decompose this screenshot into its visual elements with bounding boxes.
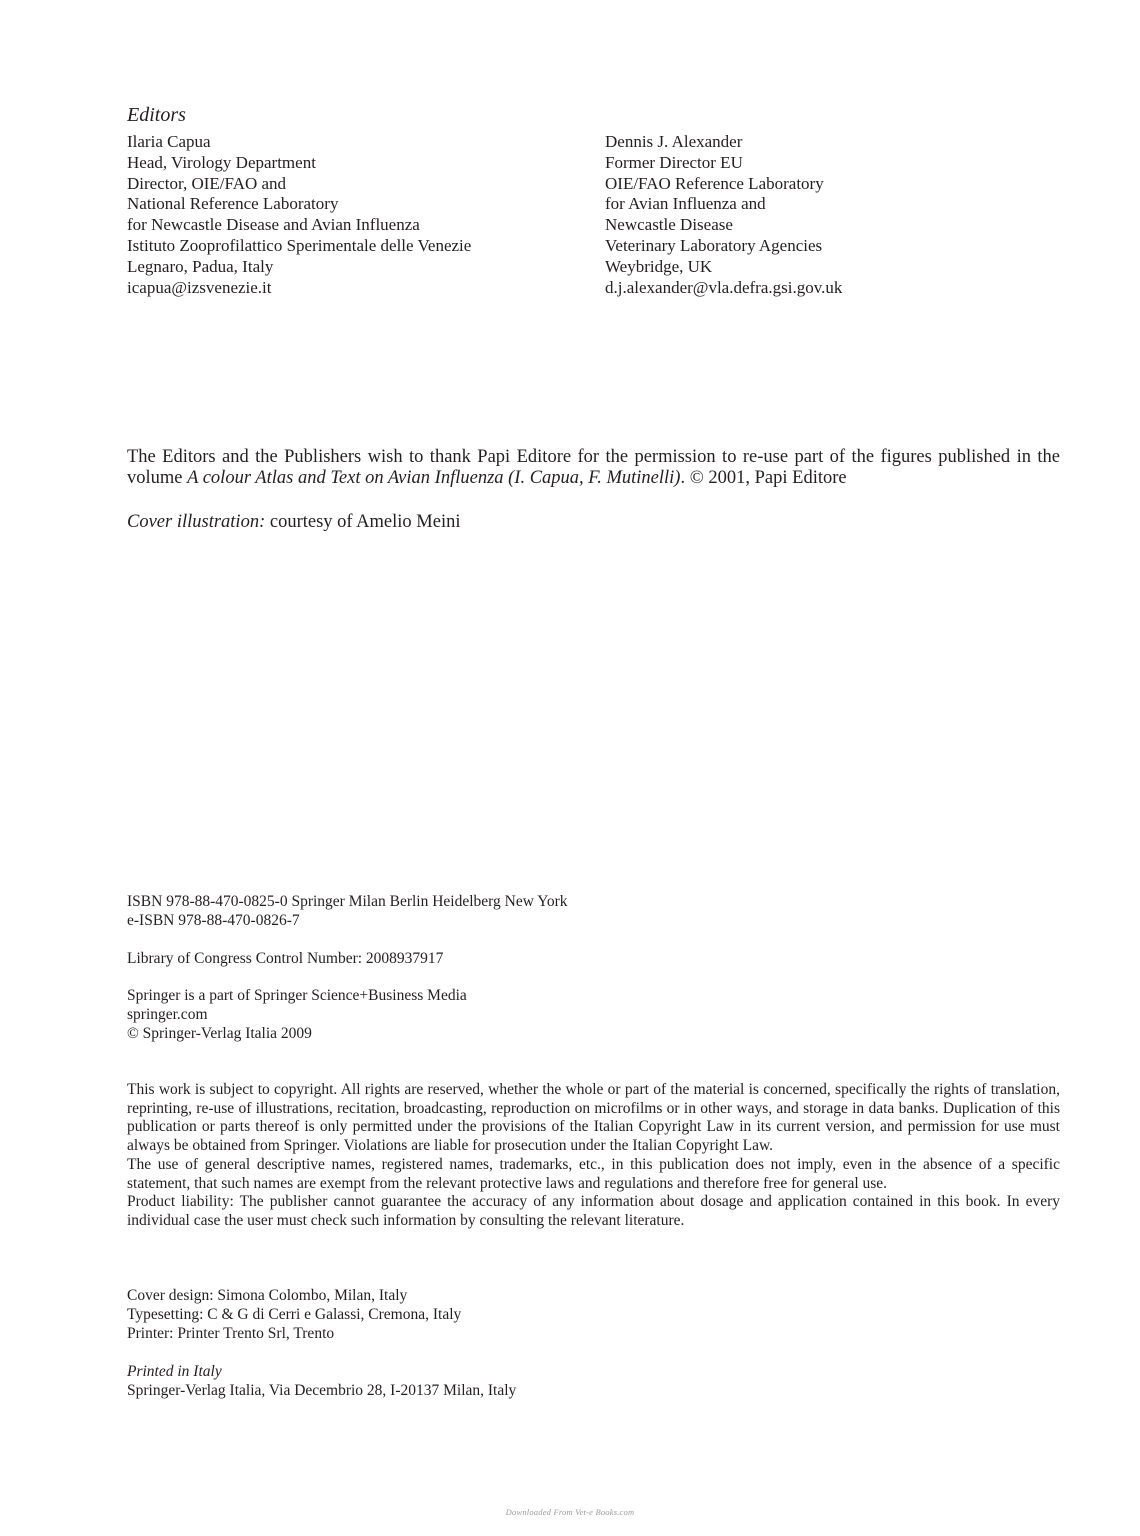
acknowledgement-text: The Editors and the Publishers wish to thank Papi Editore for the permission to re-use part of the figures published in the volume (127, 447, 1060, 488)
acknowledgement-book-title: A colour Atlas and Text on Avian Influenza (I. Capua, F. Mutinelli) (187, 468, 681, 488)
editor-title-line: for Avian Influenza and (605, 194, 766, 214)
production-credits (127, 1286, 461, 1343)
editor-title-line: National Reference Laboratory (127, 194, 339, 214)
editor-title-line: Former Director EU (605, 152, 743, 172)
cover-illustration-label: Cover illustration: (127, 512, 266, 532)
editor-email: icapua@izsvenezie.it (127, 277, 272, 297)
cover-illustration-text: courtesy of Amelio Meini (265, 512, 461, 532)
editors-heading: Editors (127, 104, 186, 126)
product-liability-paragraph: Product liability: The publisher cannot guarantee the accuracy of any information about dosage and application contained in this book. In every individual case the user must check such information by consulting the relevant literature. (127, 1193, 1060, 1229)
typesetting-credit: Typesetting: C & G di Cerri e Galassi, Cremona, Italy (127, 1306, 462, 1323)
editor-institution: Istituto Zooprofilattico Sperimentale delle Venezie (127, 235, 472, 255)
editor-title-line: OIE/FAO Reference Laboratory (605, 173, 824, 193)
editor-alexander-address (605, 132, 842, 298)
legal-notice (127, 1081, 1060, 1231)
editor-email: d.j.alexander@vla.defra.gsi.gov.uk (605, 277, 843, 297)
editor-institution: Veterinary Laboratory Agencies (605, 235, 823, 255)
editor-title-line: for Newcastle Disease and Avian Influenza (127, 215, 420, 235)
trademark-paragraph: The use of general descriptive names, registered names, trademarks, etc., in this publication does not imply, even in the absence of a specific statement, that such names are exempt from the relevant protective laws and regulations and therefore free for general use. (127, 1155, 1060, 1192)
editor-name: Dennis J. Alexander (605, 132, 743, 151)
isbn-print: ISBN 978-88-470-0825-0 Springer Milan Berlin Heidelberg New York (127, 893, 568, 910)
isbn-electronic: e-ISBN 978-88-470-0826-7 (127, 912, 300, 929)
editor-location: Weybridge, UK (605, 256, 713, 276)
acknowledgement-paragraph (127, 447, 1060, 489)
printer-credit: Printer: Printer Trento Srl, Trento (127, 1325, 335, 1342)
editor-title-line: Head, Virology Department (127, 152, 316, 172)
isbn-block (127, 892, 568, 930)
editor-name: Ilaria Capua (127, 132, 211, 151)
editor-title-line: Newcastle Disease (605, 215, 733, 235)
editor-title-line: Director, OIE/FAO and (127, 173, 287, 193)
publisher-address: Springer-Verlag Italia, Via Decembrio 28, I-20137 Milan, Italy (127, 1382, 517, 1399)
cover-illustration-credit (127, 511, 461, 533)
cover-design-credit: Cover design: Simona Colombo, Milan, Italy (127, 1287, 408, 1304)
springer-website: springer.com (127, 1006, 208, 1023)
copyright-paragraph: This work is subject to copyright. All rights are reserved, whether the whole or part of the material is concerned, specifically the rights of translation, reprinting, re-use of illustrations, recitation, broadcasting, reproduction on microfilms or in other ways, and storage in data banks. Duplication of this publication or parts thereof is only permitted under the provisions of the Italian Copyright Law in its current version, and permission for use must always be obtained from Springer. Violations are liable for prosecution under the Italian Copyright Law. (127, 1081, 1060, 1155)
editor-capua-address (127, 132, 471, 298)
acknowledgement-copyright: . © 2001, Papi Editore (680, 468, 847, 488)
springer-info (127, 986, 467, 1043)
download-watermark: Downloaded From Vet-e Books.com (505, 1507, 635, 1517)
printed-in-label: Printed in Italy (127, 1363, 222, 1380)
springer-copyright: © Springer-Verlag Italia 2009 (127, 1025, 312, 1042)
editor-location: Legnaro, Padua, Italy (127, 256, 274, 276)
springer-group: Springer is a part of Springer Science+Business Media (127, 987, 467, 1004)
printed-in (127, 1362, 516, 1400)
library-of-congress-number: Library of Congress Control Number: 2008937917 (127, 950, 444, 967)
